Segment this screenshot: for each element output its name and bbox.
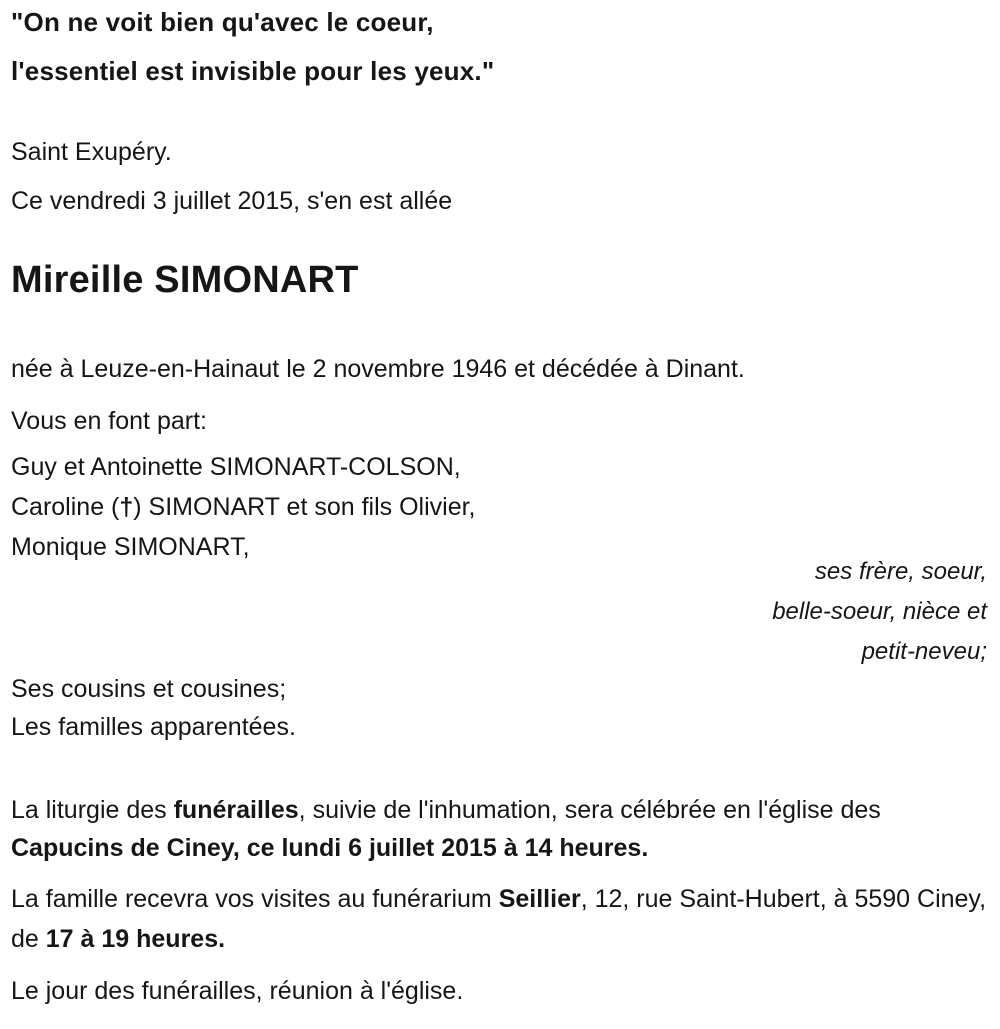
family-member-line: Monique SIMONART,	[11, 533, 250, 561]
quote-line-2: l'essentiel est invisible pour les yeux."	[11, 56, 495, 86]
relations-line: petit-neveu;	[861, 638, 987, 665]
deceased-dagger-symbol: †	[119, 493, 134, 521]
visits-text: , 12, rue Saint-Hubert, à 5590 Ciney, de	[11, 885, 987, 953]
cousins-line: Ses cousins et cousines;	[11, 675, 287, 703]
visits-bold-hours: 17 à 19 heures.	[45, 925, 226, 953]
family-member-line: Guy et Antoinette SIMONART-COLSON,	[11, 453, 461, 481]
quote-author: Saint Exupéry.	[11, 138, 172, 166]
visits-bold-funeral-home: Seillier	[498, 885, 581, 913]
extended-family-list	[11, 670, 987, 746]
ceremony-bold-funerailles: funérailles	[173, 796, 299, 824]
visits-text: La famille recevra vos visites au funérarium	[11, 885, 499, 913]
notice-line: Vous en font part:	[11, 407, 207, 435]
quote-line-1: "On ne voit bien qu'avec le coeur,	[11, 7, 434, 37]
death-announcement-line: Ce vendredi 3 juillet 2015, s'en est allée	[11, 187, 453, 215]
birth-death-details: née à Leuze-en-Hainaut le 2 novembre 1946 et décédée à Dinant.	[11, 355, 745, 383]
related-families-line: Les familles apparentées.	[11, 713, 296, 741]
quote	[11, 0, 987, 96]
deceased-name: Mireille SIMONART	[11, 259, 359, 301]
ceremony-bold-location-datetime: Capucins de Ciney, ce lundi 6 juillet 2015 à 14 heures.	[11, 834, 649, 862]
visitation-paragraph	[11, 879, 987, 959]
family-member-line	[11, 487, 987, 527]
ceremony-text: La liturgie des	[11, 796, 174, 824]
relations-line: ses frère, soeur,	[814, 558, 987, 585]
ceremony-text: , suivie de l'inhumation, sera célébrée en l'église des	[298, 796, 881, 824]
family-member-line-pre: Caroline (	[11, 493, 120, 521]
family-member-line-post: ) SIMONART et son fils Olivier,	[133, 493, 476, 521]
relations-line: belle-soeur, nièce et	[772, 598, 987, 625]
family-members-list	[11, 447, 987, 567]
relations-note	[11, 552, 987, 672]
funeral-ceremony-paragraph	[11, 791, 987, 867]
closing-line: Le jour des funérailles, réunion à l'église.	[11, 977, 464, 1005]
